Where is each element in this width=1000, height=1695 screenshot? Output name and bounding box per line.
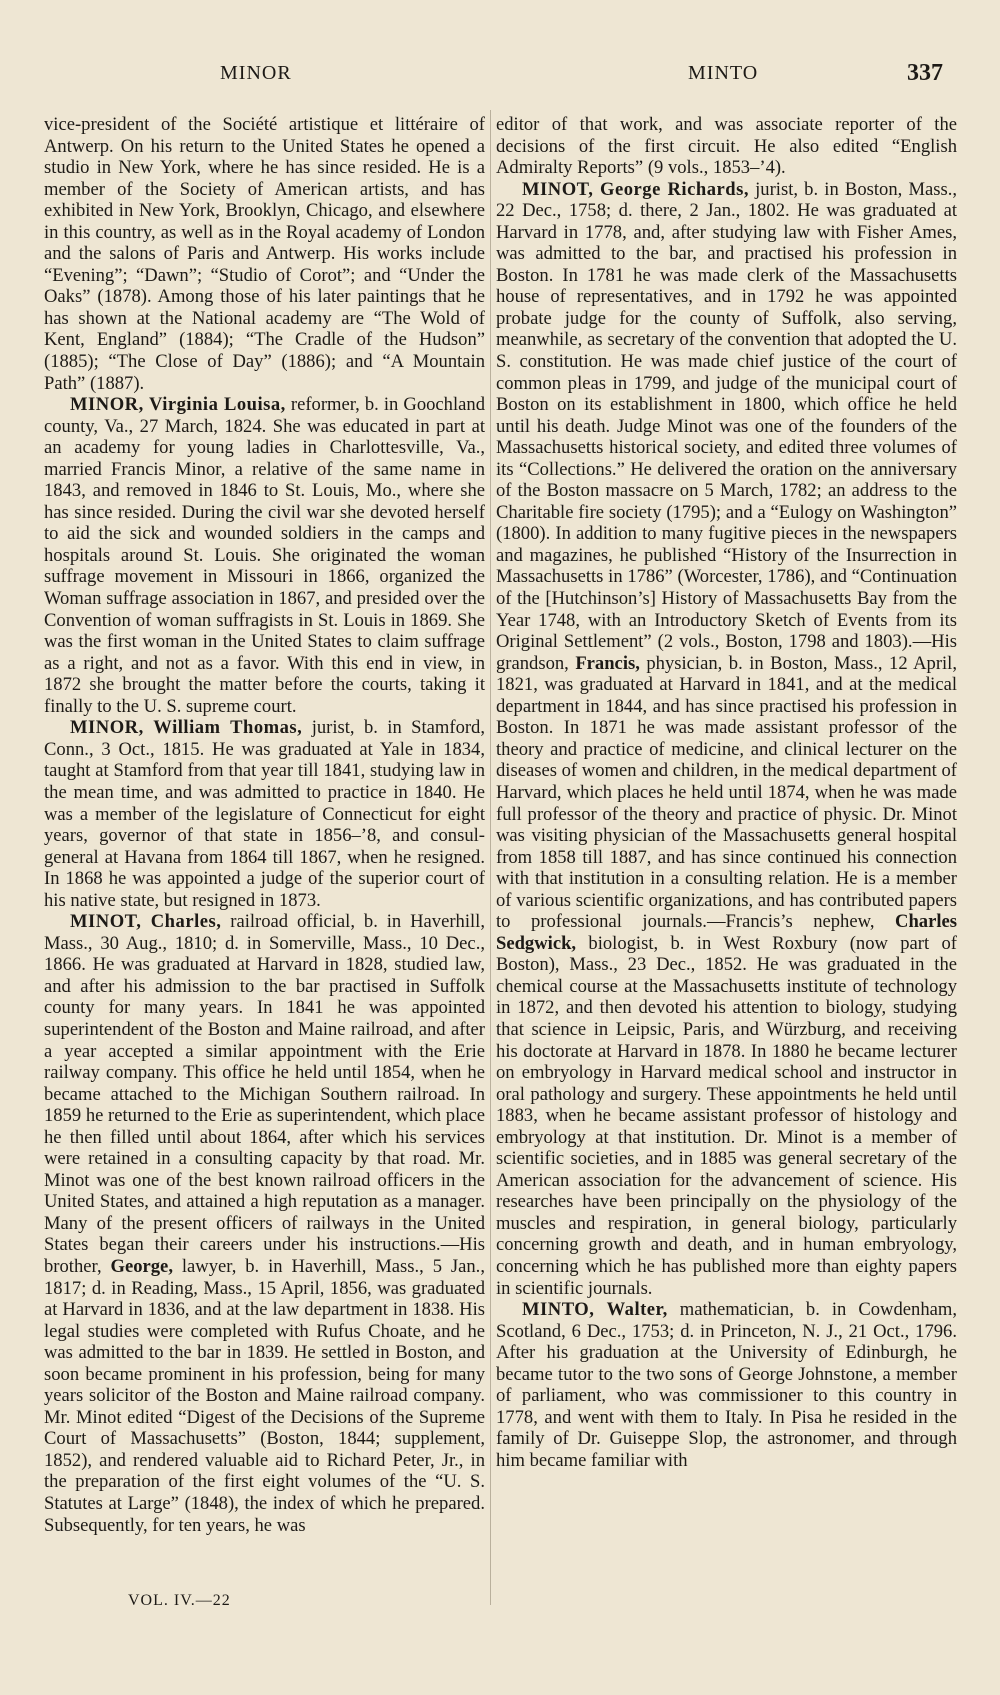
page-number: 337 xyxy=(907,60,943,86)
entry-minor-virginia xyxy=(44,394,485,717)
volume-signature: VOL. IV.—22 xyxy=(128,1592,231,1609)
entry-text: lawyer, b. in Haverhill, Mass., 5 Jan., 1817; d. in Reading, Mass., 15 April, 1856, was graduated at Harvard in 1836, and at the law department in 1838. His legal studies were completed with Rufus Choate, and he was admitted to the bar in 1839. He settled in Boston, and soon became prominent in his profession, being for many years solicitor of the Boston and Maine railroad company. Mr. Minot edited “Digest of the Decisions of the Supreme Court of Massachusetts” (Boston, 1844; supplement, 1852), and rendered valuable aid to Richard Peter, Jr., in the preparation of the first eight volumes of the “U. S. Statutes at Large” (1848), the index of which he prepared. Subsequently, for ten years, he was xyxy=(44,1255,485,1536)
entry-text: physician, b. in Boston, Mass., 12 April, 1821, was graduated at Harvard in 1841, and at the medical department in 1844, and has since practised his profession in Boston. In 1871 he was made assistant professor of the theory and practice of medicine, and clinical lecturer on the diseases of women and children, in the medical department of Harvard, which places he held until 1874, when he was made full professor of the theory and practice of physic. Dr. Minot was visiting physician of the Massachusetts general hospital from 1858 till 1887, and has since continued his connection with that institution in a consulting relation. He is a member of various scientific organizations, and has contributed papers to professional journals.—Francis’s nephew, xyxy=(496,652,957,933)
subentry-name: George, xyxy=(110,1255,173,1277)
column-divider xyxy=(490,110,491,1605)
entry-text: mathematician, b. in Cowdenham, Scotland, 6 Dec., 1753; d. in Princeton, N. J., 21 Oct., 1796. After his graduation at the University of Edinburgh, he became tutor to the two sons of George Johnstone, a member of parliament, who was commissioner to this country in 1778, and went with them to Italy. In Pisa he resided in the family of Dr. Guiseppe Slop, the astronomer, and through him became familiar with xyxy=(496,1299,957,1471)
left-column xyxy=(44,114,485,1536)
entry-minot-charles xyxy=(44,911,485,1536)
entry-minto-walter xyxy=(496,1299,957,1471)
continued-paragraph: editor of that work, and was associate reporter of the decisions of the first circuit. He also edited “English Admiralty Reports” (9 vols., 1853–’4). xyxy=(496,114,957,179)
entry-headword: MINOT, Charles, xyxy=(70,911,222,933)
entry-text: biologist, b. in West Roxbury (now part of Boston), Mass., 23 Dec., 1852. He was graduated in the chemical course at the Massachusetts institute of technology in 1872, and then devoted his attention to biology, studying that science in Leipsic, Paris, and Würzburg, and receiving his doctorate at Harvard in 1878. In 1880 he became lecturer on embryology in Harvard medical school and instructor in oral pathology and surgery. These appointments he held until 1883, when he became assistant professor of histology and embryology at that institution. Dr. Minot is a member of scientific societies, and in 1885 was general secretary of the American association for the advancement of science. His researches have been principally on the physiology of the muscles and respiration, in general biology, particularly concerning growth and death, and in human embryology, concerning which he has published more than eighty papers in scientific journals. xyxy=(496,932,957,1299)
entry-minot-george-richards xyxy=(496,179,957,1299)
entry-text: jurist, b. in Boston, Mass., 22 Dec., 1758; d. there, 2 Jan., 1802. He was graduated at Harvard in 1778, and, after studying law with Fisher Ames, was admitted to the bar, and practised his profession in Boston. In 1781 he was made clerk of the Massachusetts house of representatives, and in 1792 he was appointed probate judge for the county of Suffolk, also serving, meanwhile, as secretary of the convention that adopted the U. S. constitution. He was made chief justice of the court of common pleas in 1799, and judge of the municipal court of Boston on its establishment in 1800, which office he held until his death. Judge Minot was one of the founders of the Massachusetts historical society, and edited three volumes of its “Collections.” He delivered the oration on the anniversary of the Boston massacre on 5 March, 1782; an address to the Charitable fire society (1795); and a “Eulogy on Washington” (1800). In addition to many fugitive pieces in the newspapers and magazines, he published “History of the Insurrection in Massachusetts in 1786” (Worcester, 1786), and “Continuation of the [Hutchinson’s] History of Massachusetts Bay from the Year 1748, with an Introductory Sketch of Events from its Original Settlement” (2 vols., Boston, 1798 and 1803).—His grandson, xyxy=(496,178,957,674)
right-column xyxy=(496,114,957,1471)
running-head-left: MINOR xyxy=(220,62,292,84)
entry-text: jurist, b. in Stamford, Conn., 3 Oct., 1815. He was graduated at Yale in 1834, taught at Stamford from that year till 1841, studying law in the mean time, and was admitted to practice in 1840. He was a member of the legislature of Connecticut for eight years, governor of that state in 1856–’8, and consul-general at Havana from 1864 till 1867, when he resigned. In 1868 he was appointed a judge of the superior court of his native state, but resigned in 1873. xyxy=(44,717,485,911)
entry-minor-william xyxy=(44,717,485,911)
entry-text: railroad official, b. in Haverhill, Mass., 30 Aug., 1810; d. in Somerville, Mass., 10 Dec., 1866. He was graduated at Harvard in 1828, studied law, and after his admission to the bar practised in Suffolk county for many years. In 1841 he was appointed superintendent of the Boston and Maine railroad, and after a year accepted a similar appointment with the Erie railway company. This office he held until 1854, when he became attached to the Michigan Southern railroad. In 1859 he returned to the Erie as superintendent, which place he then filled until about 1864, after which his services were retained in a consulting capacity by that road. Mr. Minot was one of the best known railroad officers in the United States, and attained a high reputation as a manager. Many of the present officers of railways in the United States began their careers under his instructions.—His brother, xyxy=(44,911,485,1277)
subentry-name: Charles Sedgwick, xyxy=(496,911,957,954)
continued-paragraph: vice-president of the Société artistique et littéraire of Antwerp. On his return to the United States he opened a studio in New York, where he has since resided. He is a member of the Society of American artists, and has exhibited in New York, Brooklyn, Chicago, and elsewhere in this country, as well as in the Royal academy of London and the salons of Paris and Antwerp. His works include “Evening”; “Dawn”; “Studio of Corot”; and “Under the Oaks” (1878). Among those of his later paintings that he has shown at the National academy are “The Wold of Kent, England” (1884); “The Cradle of the Hudson” (1885); “The Close of Day” (1886); and “A Mountain Path” (1887). xyxy=(44,114,485,394)
entry-headword: MINOR, Virginia Louisa, xyxy=(70,394,286,416)
entry-text: reformer, b. in Goochland county, Va., 27 March, 1824. She was educated in part at an academy for young ladies in Charlottesville, Va., married Francis Minor, a relative of the same name in 1843, and removed in 1846 to St. Louis, Mo., where she has since resided. During the civil war she devoted herself to aid the sick and wounded soldiers in the camps and hospitals around St. Louis. She originated the woman suffrage movement in Missouri in 1866, organized the Woman suffrage association in 1867, and presided over the Convention of woman suffragists in St. Louis in 1869. She was the first woman in the United States to claim suffrage as a right, and not as a favor. With this end in view, in 1872 she brought the matter before the courts, taking it finally to the U. S. supreme court. xyxy=(44,394,485,717)
subentry-name: Francis, xyxy=(575,652,640,674)
entry-headword: MINOR, William Thomas, xyxy=(70,717,303,739)
running-head xyxy=(0,62,1000,92)
running-head-right: MINTO xyxy=(688,62,759,84)
entry-headword: MINOT, George Richards, xyxy=(522,178,749,200)
entry-headword: MINTO, Walter, xyxy=(522,1299,668,1321)
